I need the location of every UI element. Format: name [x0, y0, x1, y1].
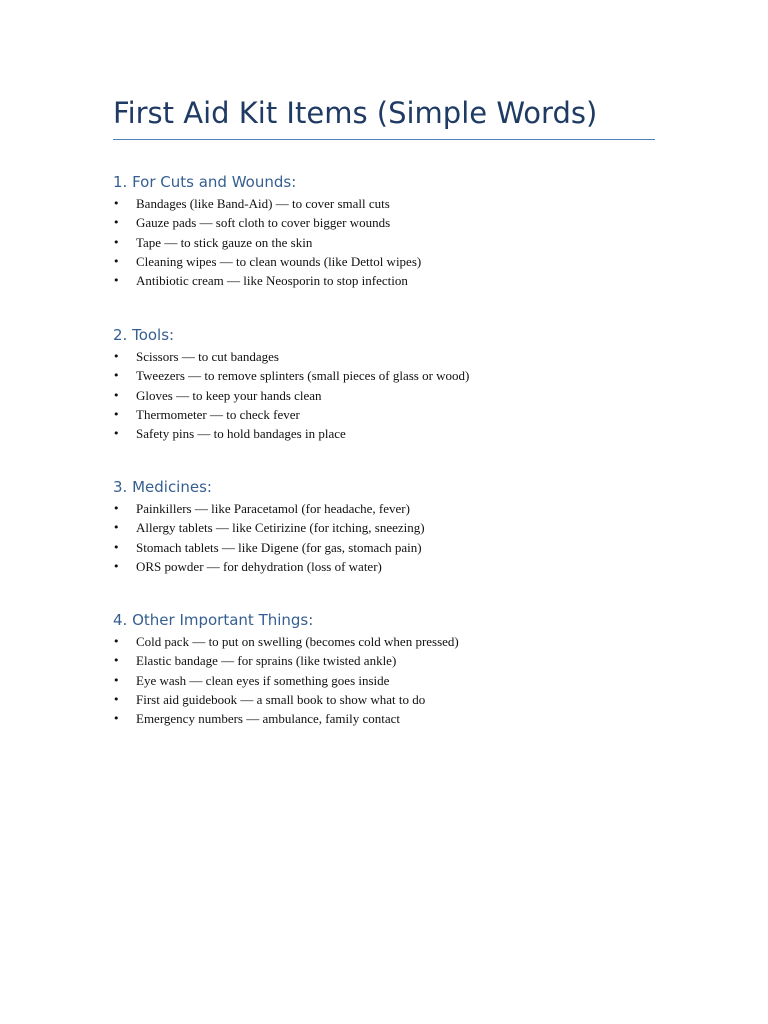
list-item — [113, 690, 655, 709]
list-item — [113, 213, 655, 232]
list-item-text: ORS powder — for dehydration (loss of water) — [136, 558, 382, 574]
list-item — [113, 424, 655, 443]
list-item — [113, 233, 655, 252]
bullet-icon: • — [113, 369, 120, 383]
bullet-icon: • — [113, 407, 120, 421]
bullet-icon: • — [113, 197, 120, 210]
list-item — [113, 651, 655, 670]
bullet-icon: • — [113, 274, 120, 287]
list-item — [113, 194, 655, 213]
section-heading: 1. For Cuts and Wounds: — [113, 173, 297, 191]
list-item-text: Cleaning wipes — to clean wounds (like Dettol wipes) — [136, 253, 422, 269]
list-item — [113, 347, 655, 366]
list-item — [113, 671, 655, 690]
list-item — [113, 405, 655, 424]
list-item — [113, 386, 655, 405]
list-item — [113, 271, 655, 290]
bullet-icon: • — [113, 254, 120, 268]
bullet-icon: • — [113, 521, 120, 535]
list-item-text: Scissors — to cut bandages — [136, 349, 279, 364]
list-item-text: First aid guidebook — a small book to show what to do — [136, 691, 426, 707]
list-item-text: Emergency numbers — ambulance, family contact — [136, 711, 400, 726]
list-item-text: Antibiotic cream — like Neosporin to stop infection — [136, 273, 408, 288]
list-item-text: Safety pins — to hold bandages in place — [136, 426, 346, 441]
list-item-text: Cold pack — to put on swelling (becomes cold when pressed) — [136, 634, 459, 649]
list-item-text: Bandages (like Band-Aid) — to cover small cuts — [136, 196, 390, 211]
list-item-text: Tape — to stick gauze on the skin — [136, 234, 313, 250]
item-list — [113, 194, 655, 290]
bullet-icon: • — [113, 388, 120, 402]
bullet-icon: • — [113, 692, 120, 706]
item-list — [113, 632, 655, 728]
list-item — [113, 518, 655, 537]
list-item-text: Tweezers — to remove splinters (small pieces of glass or wood) — [136, 368, 470, 384]
list-item — [113, 557, 655, 576]
list-item — [113, 538, 655, 557]
bullet-icon: • — [113, 350, 120, 363]
list-item-text: Elastic bandage — for sprains (like twisted ankle) — [136, 653, 397, 669]
list-item — [113, 499, 655, 518]
title-underline — [113, 139, 655, 140]
list-item-text: Gauze pads — soft cloth to cover bigger wounds — [136, 215, 391, 231]
section-heading: 4. Other Important Things: — [113, 611, 314, 629]
list-item — [113, 252, 655, 271]
list-item-text: Painkillers — like Paracetamol (for headache, fever) — [136, 501, 410, 516]
document-title: First Aid Kit Items (Simple Words) — [113, 96, 598, 130]
bullet-icon: • — [113, 654, 120, 668]
section-cuts-and-wounds — [113, 172, 655, 290]
item-list — [113, 499, 655, 576]
bullet-icon: • — [113, 673, 120, 687]
list-item-text: Stomach tablets — like Digene (for gas, stomach pain) — [136, 539, 422, 555]
section-medicines — [113, 477, 655, 576]
bullet-icon: • — [113, 427, 120, 440]
section-tools — [113, 325, 655, 443]
bullet-icon: • — [113, 502, 120, 515]
list-item-text: Allergy tablets — like Cetirizine (for itching, sneezing) — [136, 520, 425, 536]
bullet-icon: • — [113, 559, 120, 573]
list-item — [113, 366, 655, 385]
list-item-text: Thermometer — to check fever — [136, 406, 300, 422]
list-item-text: Gloves — to keep your hands clean — [136, 387, 322, 403]
list-item — [113, 709, 655, 728]
section-heading: 2. Tools: — [113, 326, 175, 344]
bullet-icon: • — [113, 540, 120, 554]
item-list — [113, 347, 655, 443]
list-item — [113, 632, 655, 651]
section-other-important-things — [113, 610, 655, 728]
bullet-icon: • — [113, 635, 120, 648]
bullet-icon: • — [113, 235, 120, 249]
list-item-text: Eye wash — clean eyes if something goes inside — [136, 672, 390, 688]
section-heading: 3. Medicines: — [113, 478, 212, 496]
bullet-icon: • — [113, 216, 120, 230]
bullet-icon: • — [113, 712, 120, 725]
